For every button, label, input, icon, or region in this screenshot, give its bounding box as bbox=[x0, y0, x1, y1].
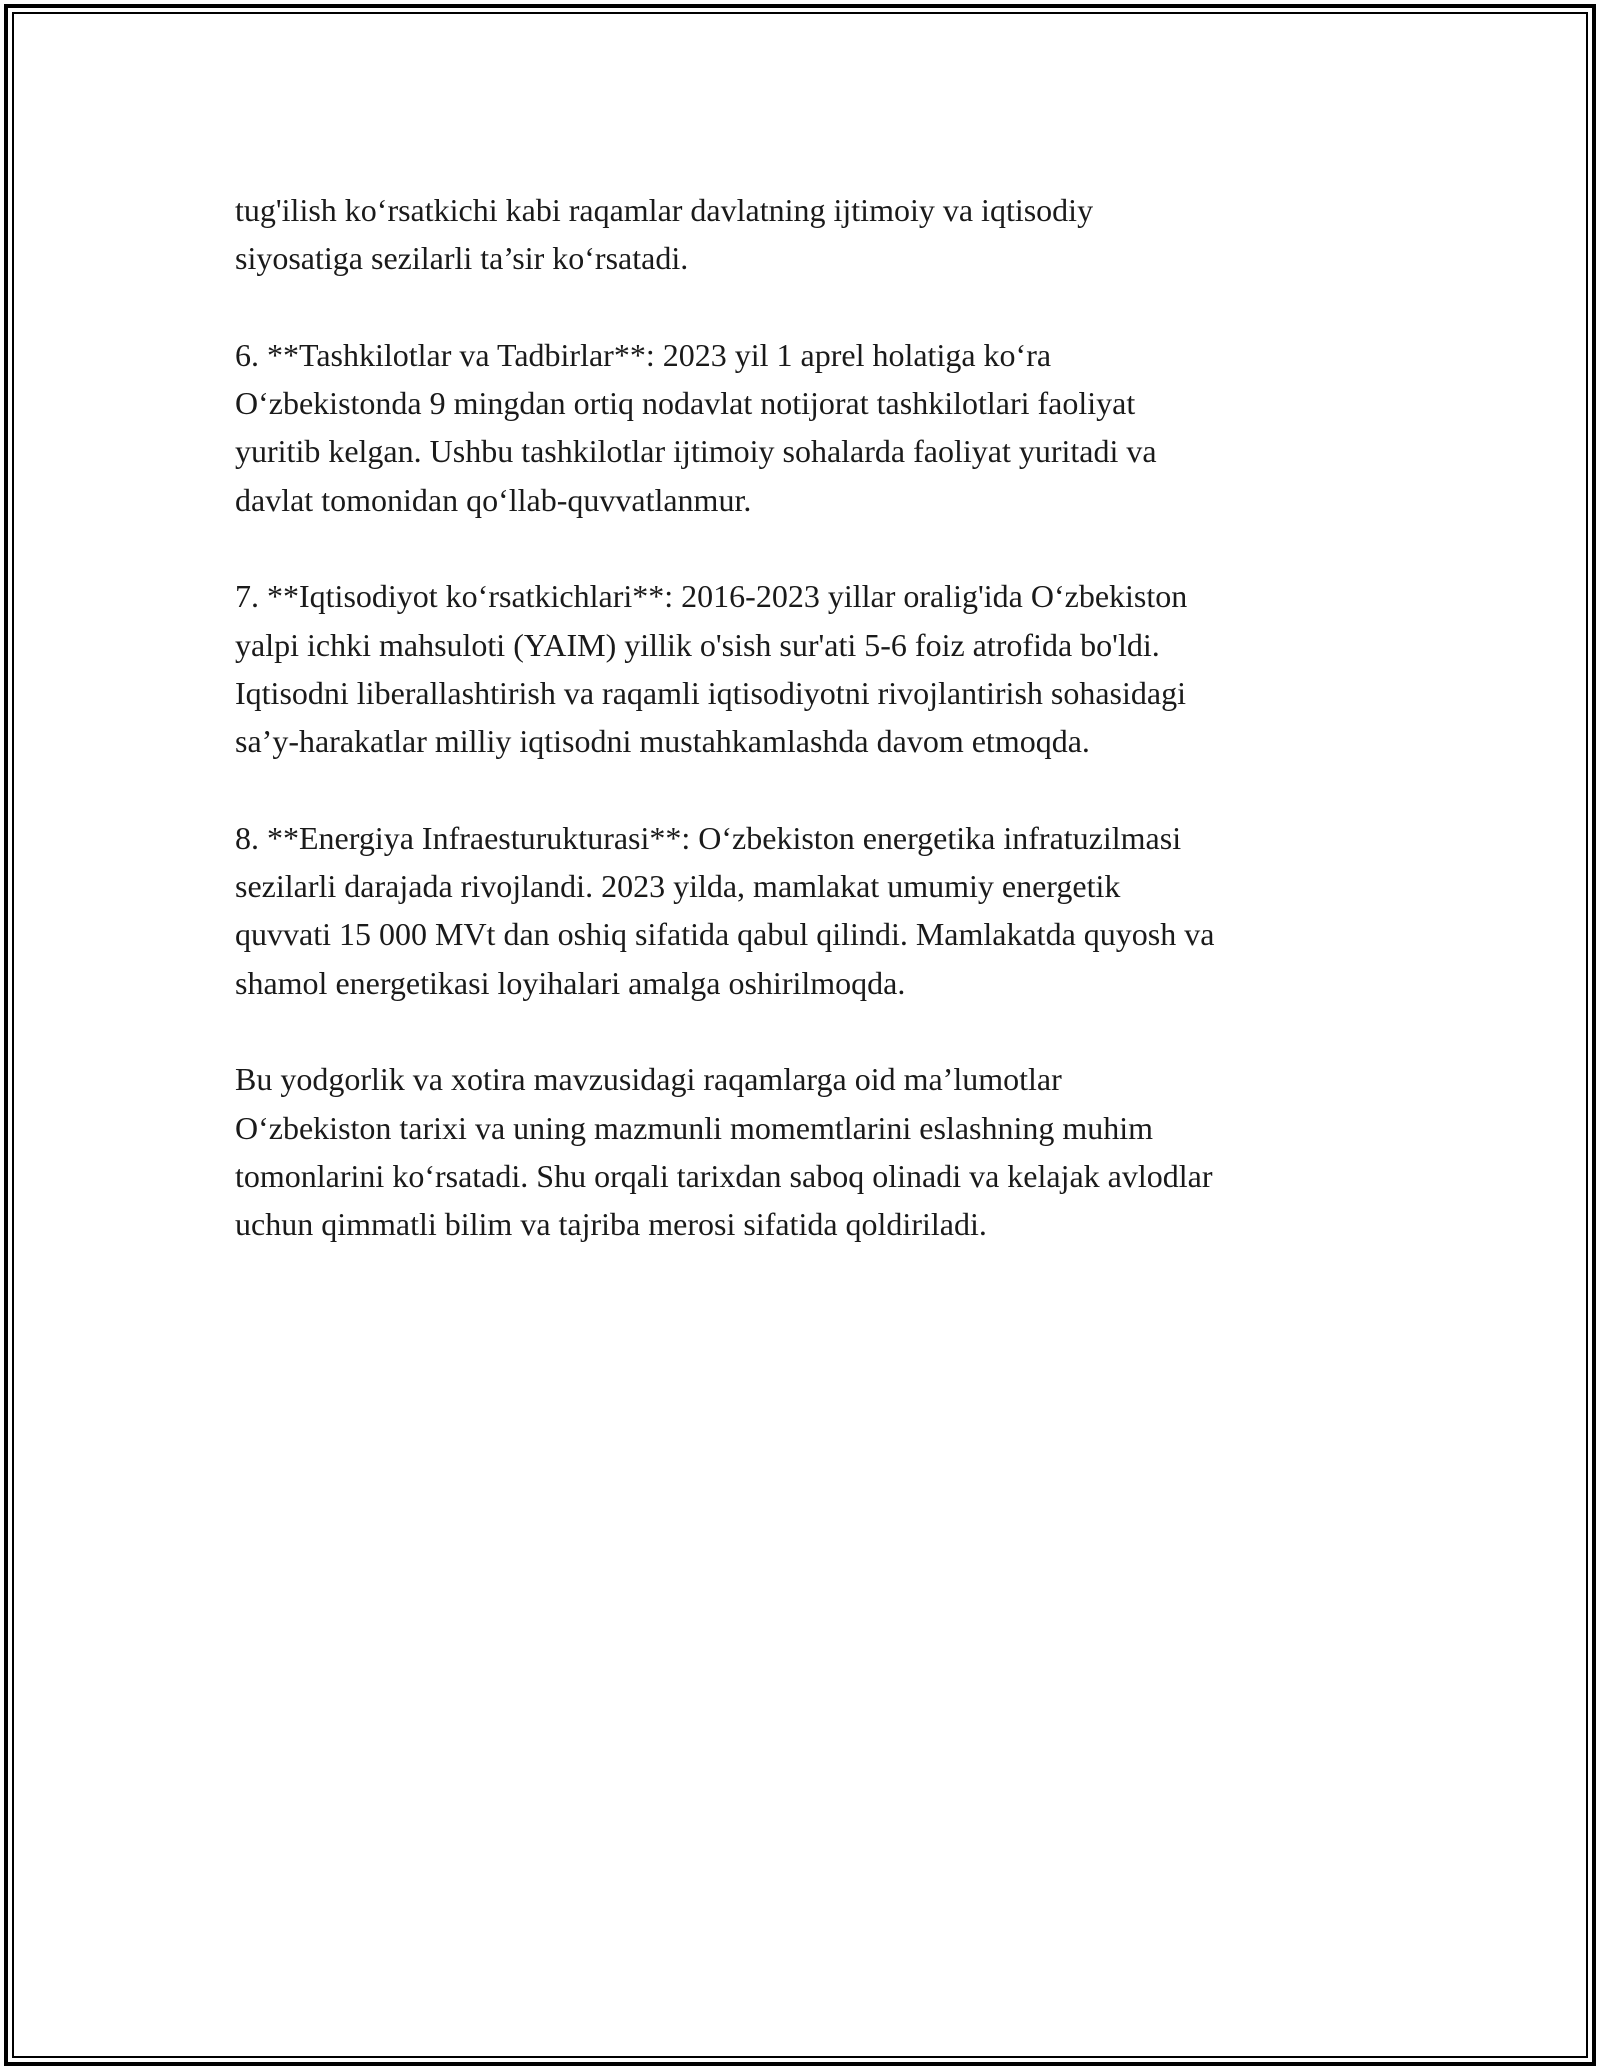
paragraph-item-8 bbox=[235, 814, 1385, 1007]
text-line: tomonlarini ko‘rsatadi. Shu orqali tarixdan saboq olinadi va kelajak avlodlar bbox=[235, 1157, 1213, 1194]
text-line: O‘zbekiston tarixi va uning mazmunli momemtlarini eslashning muhim bbox=[235, 1109, 1154, 1146]
paragraph-item-7 bbox=[235, 572, 1385, 765]
text-line: 7. **Iqtisodiyot ko‘rsatkichlari**: 2016-2023 yillar oralig'ida O‘zbekiston bbox=[235, 578, 1188, 615]
document-body bbox=[235, 186, 1385, 1297]
text-line: Iqtisodni liberallashtirish va raqamli iqtisodiyotni rivojlantirish sohasidagi bbox=[235, 674, 1186, 711]
text-line: uchun qimmatli bilim va tajriba merosi sifatida qoldiriladi. bbox=[235, 1206, 987, 1243]
paragraph-conclusion bbox=[235, 1055, 1385, 1248]
text-line: yuritib kelgan. Ushbu tashkilotlar ijtimoiy sohalarda faoliyat yuritadi va bbox=[235, 433, 1157, 470]
paragraph-item-6 bbox=[235, 331, 1385, 524]
text-line: Bu yodgorlik va xotira mavzusidagi raqamlarga oid ma’lumotlar bbox=[235, 1061, 1062, 1098]
text-line: sezilarli darajada rivojlandi. 2023 yilda, mamlakat umumiy energetik bbox=[235, 868, 1121, 905]
text-line: quvvati 15 000 MVt dan oshiq sifatida qabul qilindi. Mamlakatda quyosh va bbox=[235, 916, 1215, 953]
text-line: O‘zbekistonda 9 mingdan ortiq nodavlat notijorat tashkilotlari faoliyat bbox=[235, 385, 1136, 422]
text-line: 6. **Tashkilotlar va Tadbirlar**: 2023 yil 1 aprel holatiga ko‘ra bbox=[235, 336, 1052, 373]
text-line: siyosatiga sezilarli ta’sir ko‘rsatadi. bbox=[235, 240, 689, 277]
text-line: shamol energetikasi loyihalari amalga oshirilmoqda. bbox=[235, 964, 906, 1001]
text-line: davlat tomonidan qo‘llab-quvvatlanmur. bbox=[235, 481, 752, 518]
text-line: yalpi ichki mahsuloti (YAIM) yillik o'sish sur'ati 5-6 foiz atrofida bo'ldi. bbox=[235, 626, 1160, 663]
paragraph-intro-continuation bbox=[235, 186, 1385, 283]
text-line: 8. **Energiya Infraesturukturasi**: O‘zbekiston energetika infratuzilmasi bbox=[235, 819, 1182, 856]
text-line: tug'ilish ko‘rsatkichi kabi raqamlar davlatning ijtimoiy va iqtisodiy bbox=[235, 192, 1094, 228]
text-line: sa’y-harakatlar milliy iqtisodni mustahkamlashda davom etmoqda. bbox=[235, 723, 1090, 760]
